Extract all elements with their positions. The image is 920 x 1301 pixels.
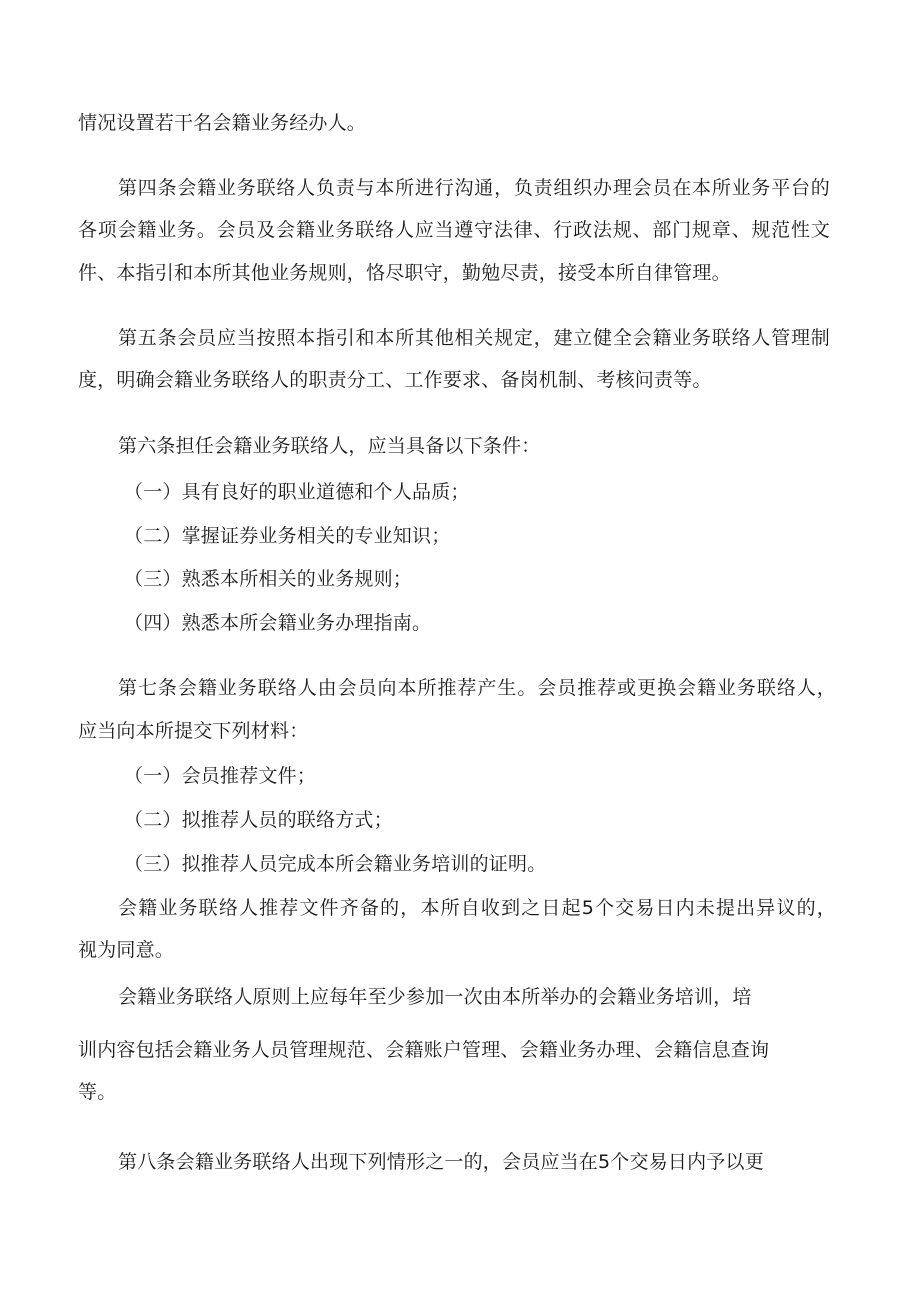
text-line-22: 第八条会籍业务联络人出现下列情形之一的，会员应当在5个交易日内予以更 [118,1151,764,1173]
text-line-1: 情况设置若干名会籍业务经办人。 [78,112,367,134]
text-line-16: （三）拟推荐人员完成本所会籍业务培训的证明。 [124,853,547,875]
text-line-17: 会籍业务联络人推荐文件齐备的，本所自收到之日起5个交易日内未提出异议的， [118,897,836,919]
text-line-6: 度，明确会籍业务联络人的职责分工、工作要求、备岗机制、考核问责等。 [78,369,712,391]
text-line-11: （四）熟悉本所会籍业务办理指南。 [124,612,432,634]
text-line-10: （三）熟悉本所相关的业务规则； [124,568,413,590]
text-line-15: （二）拟推荐人员的联络方式； [124,809,393,831]
text-line-21: 等。 [78,1081,117,1103]
text-line-20: 训内容包括会籍业务人员管理规范、会籍账户管理、会籍业务办理、会籍信息查询 [78,1039,770,1061]
text-line-8: （一）具有良好的职业道德和个人品质； [124,481,470,503]
text-line-3: 各项会籍业务。会员及会籍业务联络人应当遵守法律、行政法规、部门规章、规范性文 [78,219,830,241]
text-line-13: 应当向本所提交下列材料： [78,720,309,742]
text-line-7: 第六条担任会籍业务联络人，应当具备以下条件： [118,435,541,457]
text-line-19: 会籍业务联络人原则上应每年至少参加一次由本所举办的会籍业务培训，培 [118,986,752,1008]
text-line-2: 第四条会籍业务联络人负责与本所进行沟通，负责组织办理会员在本所业务平台的 [118,177,830,199]
text-line-4: 件、本指引和本所其他业务规则，恪尽职守，勤勉尽责，接受本所自律管理。 [78,262,731,284]
text-line-5: 第五条会员应当按照本指引和本所其他相关规定，建立健全会籍业务联络人管理制 [118,327,830,349]
text-line-18: 视为同意。 [78,939,175,961]
text-line-14: （一）会员推荐文件； [124,765,317,787]
text-line-12: 第七条会籍业务联络人由会员向本所推荐产生。会员推荐或更换会籍业务联络人， [118,677,836,699]
text-line-9: （二）掌握证券业务相关的专业知识； [124,525,451,547]
